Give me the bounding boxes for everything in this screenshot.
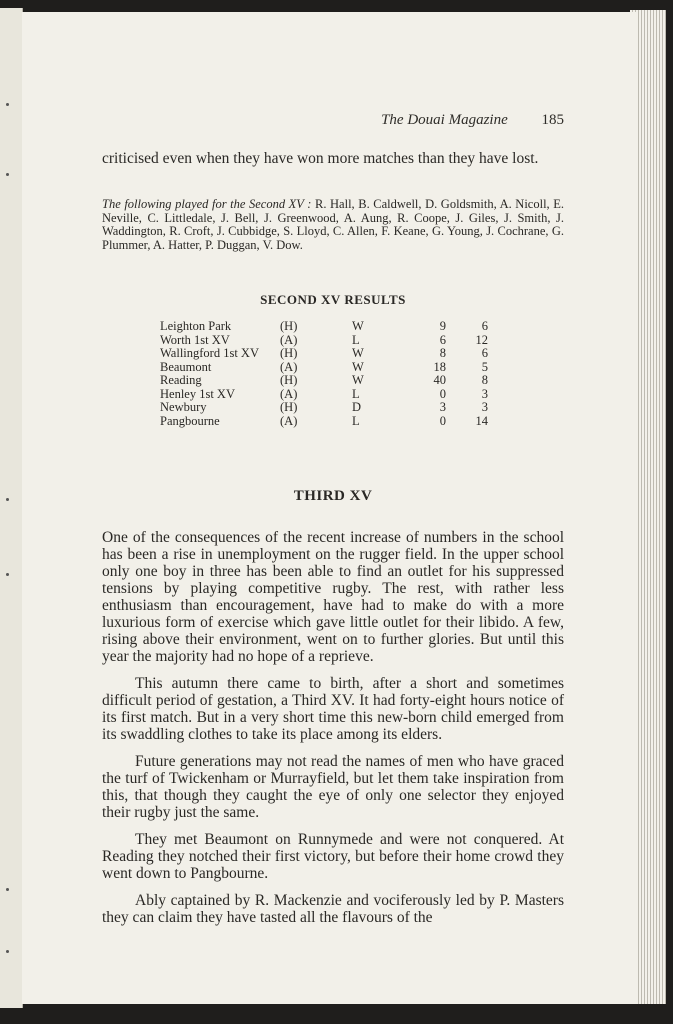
article-paragraph: This autumn there came to birth, after a short and sometimes difficult period of gestation, a Third XV. It had forty-eight hours notice of its first match. But in a very short time this new-born child emerged from its swaddling clothes to take its place among its elders. (102, 675, 564, 743)
results-row (160, 334, 488, 348)
result-team: Beaumont (160, 359, 212, 374)
results-row (160, 361, 488, 375)
score-against: 6 (481, 346, 488, 360)
results-title: SECOND XV RESULTS (260, 292, 406, 307)
score-for: 40 (433, 373, 446, 387)
result-outcome: L (352, 332, 360, 347)
score-for: 0 (439, 386, 446, 401)
score-for: 18 (433, 359, 446, 374)
result-outcome: W (352, 359, 364, 374)
results-row (160, 374, 488, 388)
result-team: Worth 1st XV (160, 332, 230, 347)
binding-hole (6, 950, 9, 953)
result-team: Pangbourne (160, 413, 220, 428)
result-venue: (A) (280, 359, 298, 374)
binding-hole (6, 103, 9, 106)
result-team: Newbury (160, 400, 207, 414)
result-team: Henley 1st XV (160, 386, 235, 401)
results-row (160, 347, 488, 361)
binding-hole (6, 498, 9, 501)
results-row (160, 388, 488, 402)
score-for: 0 (439, 413, 446, 428)
score-against: 6 (481, 319, 488, 333)
result-team: Reading (160, 373, 202, 387)
score-against: 14 (475, 413, 488, 428)
score-for: 6 (439, 332, 446, 347)
score-for: 3 (439, 400, 446, 414)
second-xv-players (102, 198, 564, 252)
result-outcome: L (352, 386, 360, 401)
article-paragraph: Ably captained by R. Mackenzie and vociferously led by P. Masters they can claim they have tasted all the flavours of the (102, 892, 564, 926)
score-against: 5 (481, 359, 488, 374)
score-against: 8 (481, 373, 488, 387)
article-paragraph: Future generations may not read the names of men who have graced the turf of Twickenham or Murrayfield, but let them take inspiration from this, that though they caught the eye of only one selector they enjoyed their rugby just the same. (102, 753, 564, 821)
result-team: Wallingford 1st XV (160, 346, 259, 360)
results-table (160, 320, 488, 428)
result-venue: (A) (280, 386, 298, 401)
article-paragraph: One of the consequences of the recent increase of numbers in the school has been a rise in unemployment on the rugger field. In the upper school only one boy in three has been able to find an outlet for his suppressed tensions by playing competitive rugby. The rest, with rather less enthusiasm than encouragement, have had to make do with a more luxurious form of exercise which gave little outlet for their libido. A few, rising above their environment, went on to further glories. But until this year the majority had no hope of a reprieve. (102, 529, 564, 665)
result-venue: (H) (280, 400, 298, 414)
players-intro: The following played for the Second XV : (102, 197, 312, 211)
results-row (160, 401, 488, 415)
result-venue: (H) (280, 373, 298, 387)
score-against: 3 (481, 386, 488, 401)
result-outcome: W (352, 373, 364, 387)
result-venue: (A) (280, 413, 298, 428)
score-against: 3 (481, 400, 488, 414)
page-number: 185 (541, 112, 564, 128)
result-venue: (A) (280, 332, 298, 347)
result-outcome: D (352, 400, 362, 414)
facing-page-edge (0, 8, 23, 1008)
result-outcome: L (352, 413, 360, 428)
running-header (22, 112, 564, 129)
results-row (160, 415, 488, 429)
binding-hole (6, 173, 9, 176)
binding-hole (6, 888, 9, 891)
opening-text: criticised even when they have won more matches than they have lost. (102, 150, 539, 167)
result-team: Leighton Park (160, 319, 232, 333)
magazine-page (22, 12, 638, 1004)
result-outcome: W (352, 346, 364, 360)
result-outcome: W (352, 319, 364, 333)
players-names: R. Hall, B. Caldwell, D. Goldsmith, A. Nicoll, E. Neville, C. Littledale, J. Bell, J. Greenwood, A. Aung, R. Coope, J. Giles, J. Smith, J. Waddington, R. Croft, J. Cubbidge, S. Lloyd, C. Allen, F. Keane, G. Young, J. Cochrane, G. Plummer, A. Hatter, P. Duggan, V. Dow. (102, 197, 565, 252)
result-venue: (H) (280, 319, 298, 333)
results-row (160, 320, 488, 334)
binding-hole (6, 573, 9, 576)
score-for: 8 (439, 346, 446, 360)
magazine-title: The Douai Magazine (381, 112, 508, 128)
score-against: 12 (475, 332, 488, 347)
result-venue: (H) (280, 346, 298, 360)
third-xv-article (102, 529, 564, 936)
score-for: 9 (439, 319, 446, 333)
article-paragraph: They met Beaumont on Runnymede and were not conquered. At Reading they notched their first victory, but before their home crowd they went down to Pangbourne. (102, 831, 564, 882)
third-xv-title: THIRD XV (293, 488, 373, 504)
